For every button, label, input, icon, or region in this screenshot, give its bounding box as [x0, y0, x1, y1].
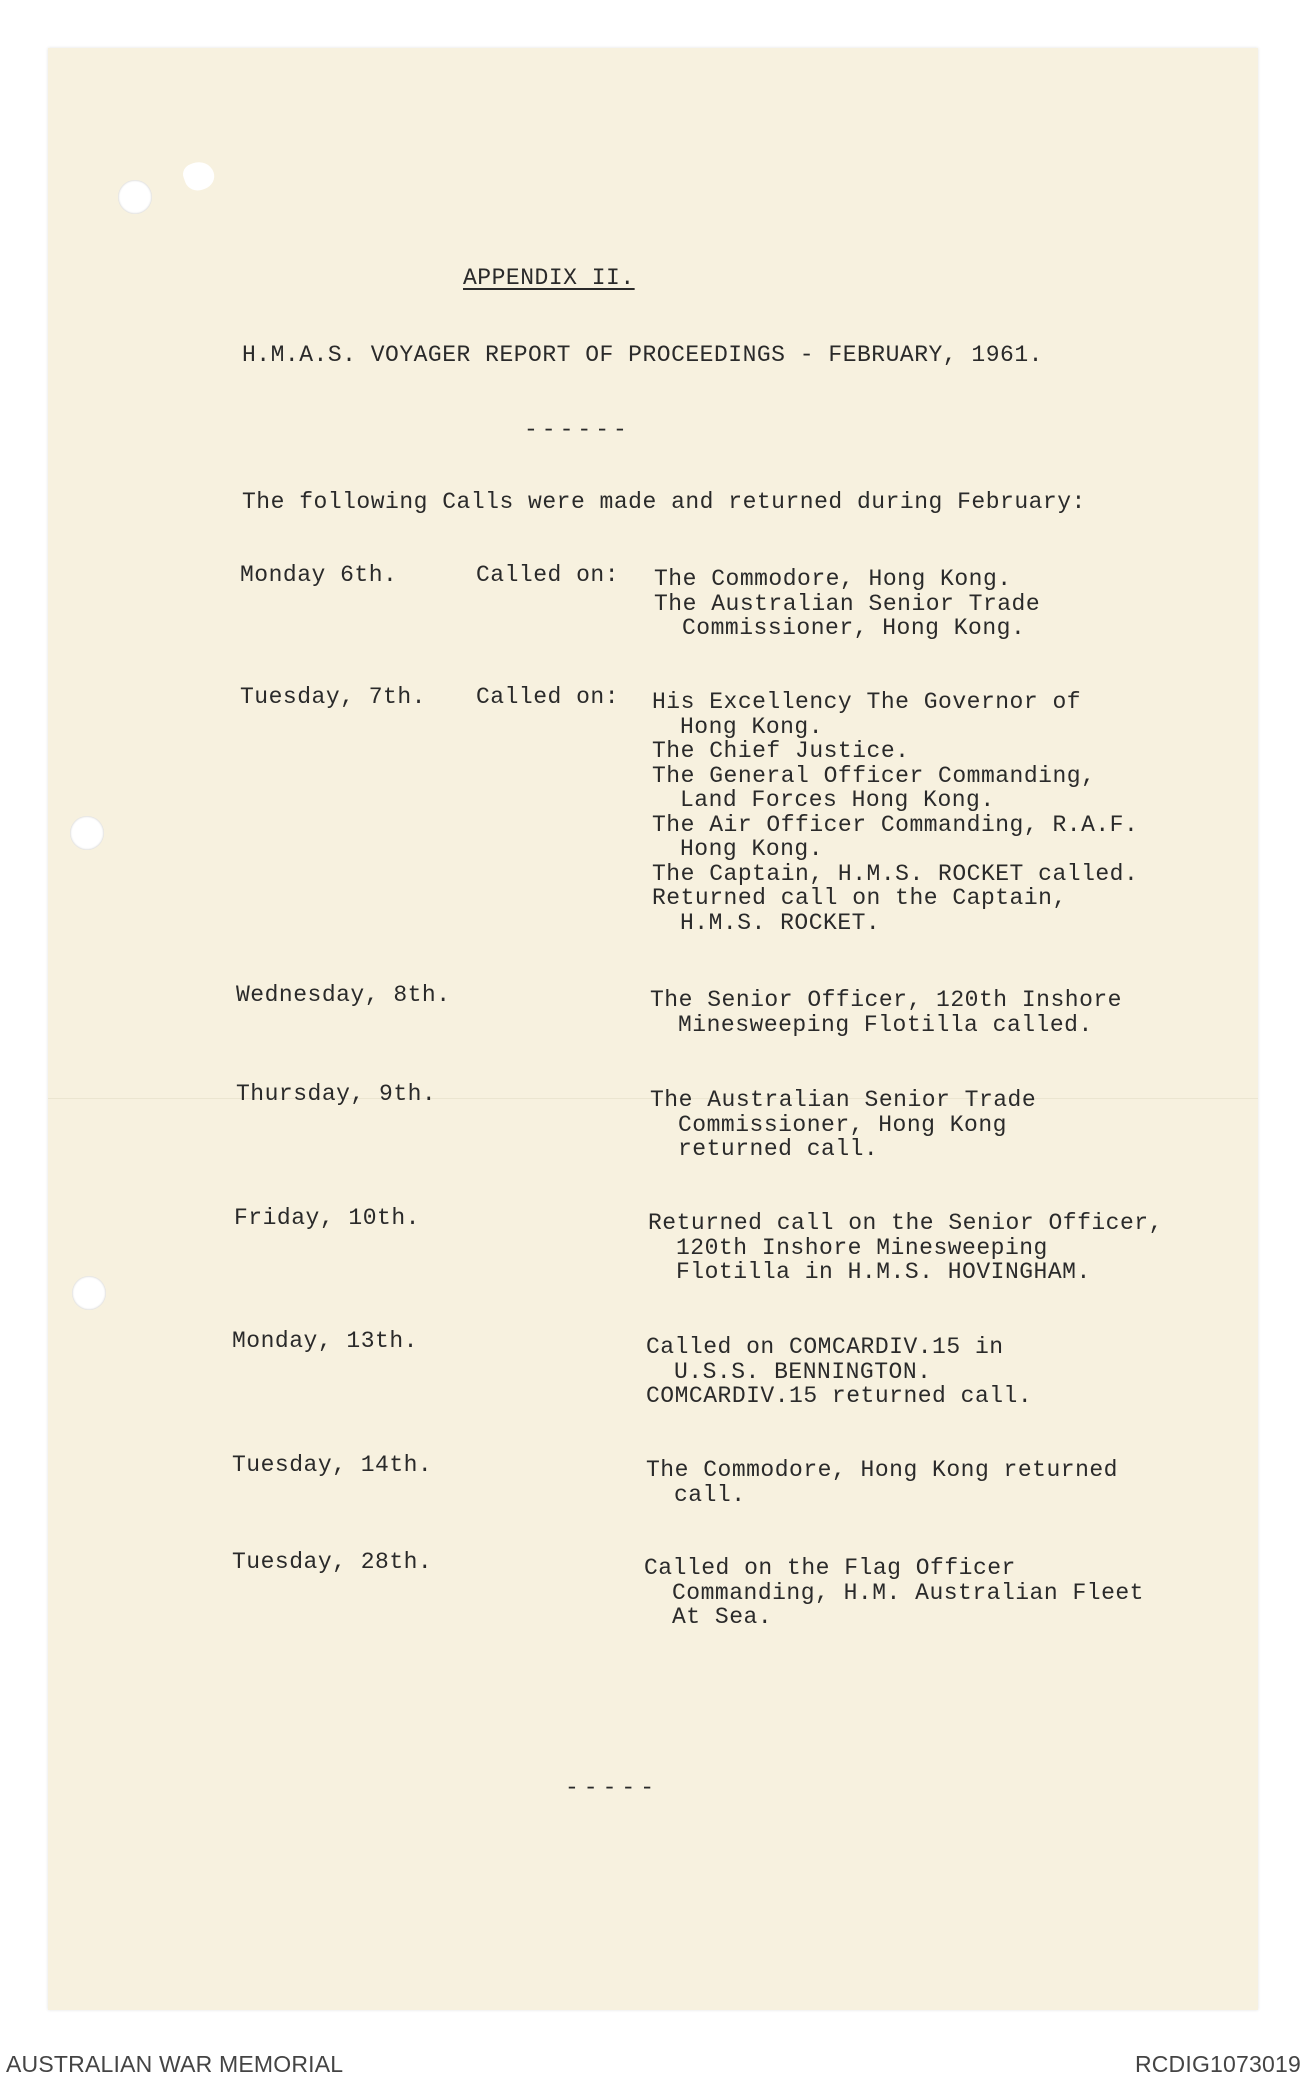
entry-day: Monday 6th. [240, 562, 398, 588]
entry-line: The Australian Senior Trade [654, 590, 1041, 617]
entry-line: Commissioner, Hong Kong. [682, 615, 1026, 641]
entry-details [650, 1088, 1036, 1162]
entry-line: Called on COMCARDIV.15 in [646, 1334, 1004, 1360]
entry-line: Commanding, H.M. Australian Fleet [672, 1579, 1144, 1606]
entry-details [646, 1335, 1032, 1409]
entry-line: The Australian Senior Trade [650, 1087, 1037, 1113]
entry-day: Monday, 13th. [232, 1328, 418, 1354]
entry-line: U.S.S. BENNINGTON. [674, 1358, 932, 1385]
entry-line: The Captain, H.M.S. ROCKET called. [652, 860, 1139, 887]
entry-line: returned call. [678, 1136, 879, 1162]
entry-day: Tuesday, 28th. [232, 1549, 433, 1575]
entry-details [652, 690, 1138, 935]
entry-day: Friday, 10th. [234, 1205, 420, 1231]
end-separator: ----- [565, 1775, 660, 1801]
entry-line: The General Officer Commanding, [652, 762, 1096, 789]
entry-line: Called on the Flag Officer [644, 1555, 1016, 1581]
entry-details [648, 1211, 1163, 1285]
entry-line: Returned call on the Captain, [652, 885, 1067, 911]
entry-day: Thursday, 9th. [236, 1081, 437, 1107]
entry-line: Commissioner, Hong Kong [678, 1111, 1007, 1138]
entry-line: H.M.S. ROCKET. [680, 909, 881, 936]
footer-record-id: RCDIG1073019 [1134, 2051, 1301, 2077]
entry-details [650, 988, 1122, 1037]
entry-line: Flotilla in H.M.S. HOVINGHAM. [676, 1259, 1091, 1285]
entry-line: At Sea. [672, 1604, 773, 1630]
entry-line: Land Forces Hong Kong. [680, 787, 995, 813]
called-on-label: Called on: [476, 562, 620, 588]
entry-day: Tuesday, 14th. [232, 1452, 433, 1478]
entry-day: Tuesday, 7th. [240, 684, 426, 710]
report-title: H.M.A.S. VOYAGER REPORT OF PROCEEDINGS - FEBRUARY, 1961. [242, 342, 1043, 368]
entry-details [654, 567, 1040, 641]
appendix-title: APPENDIX II. [463, 265, 635, 291]
intro-text: The following Calls were made and returned during February: [242, 489, 1086, 515]
entry-line: Hong Kong. [680, 836, 824, 862]
entry-line: The Senior Officer, 120th Inshore [650, 987, 1122, 1013]
entry-line: The Commodore, Hong Kong. [654, 566, 1012, 592]
entry-day: Wednesday, 8th. [236, 982, 451, 1008]
entry-details [646, 1458, 1118, 1507]
entry-line: Minesweeping Flotilla called. [678, 1011, 1093, 1038]
punch-hole-top [118, 180, 152, 214]
entry-line: 120th Inshore Minesweeping [676, 1234, 1048, 1261]
entry-line: The Chief Justice. [652, 738, 910, 764]
entry-line: The Air Officer Commanding, R.A.F. [652, 811, 1139, 838]
called-on-label: Called on: [476, 684, 620, 710]
punch-hole-middle [70, 816, 104, 850]
footer-institution: AUSTRALIAN WAR MEMORIAL [6, 2051, 344, 2077]
paper-tear [180, 158, 218, 195]
entry-line: Returned call on the Senior Officer, [648, 1210, 1163, 1236]
entry-line: Hong Kong. [680, 713, 824, 740]
punch-hole-bottom [72, 1276, 106, 1310]
entry-line: call. [674, 1481, 746, 1508]
separator: ------ [524, 417, 631, 443]
entry-line: The Commodore, Hong Kong returned [646, 1457, 1118, 1483]
entry-details [644, 1556, 1144, 1630]
entry-line: His Excellency The Governor of [652, 689, 1082, 715]
entry-line: COMCARDIV.15 returned call. [646, 1383, 1033, 1409]
